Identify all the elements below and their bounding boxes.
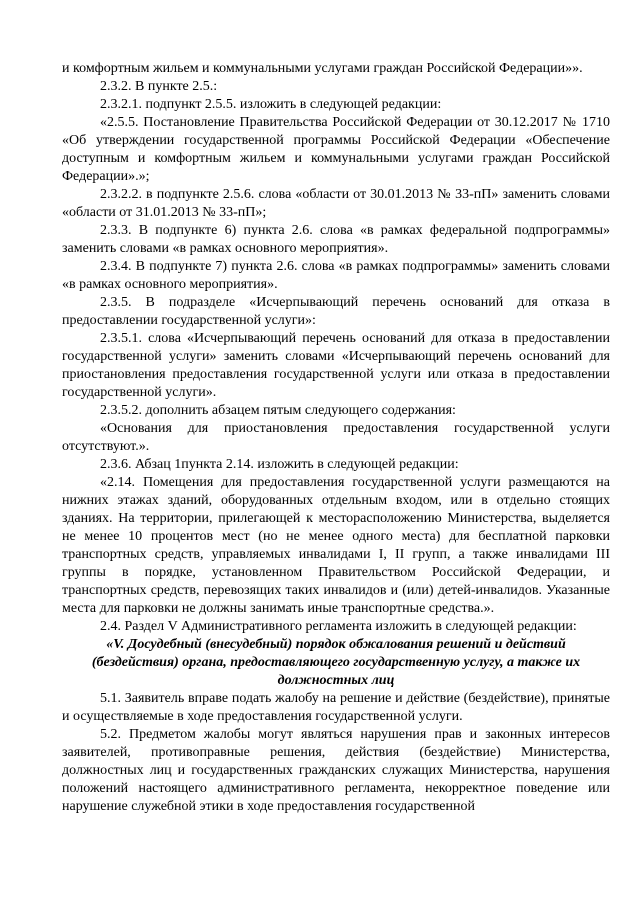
paragraph: 2.3.5.2. дополнить абзацем пятым следующего содержания: (100, 403, 456, 418)
paragraph: 5.2. Предметом жалобы могут являться нарушения прав и законных интересов заявителей, противоправные решения, действия (бездействие) Министерства, должностных лиц и государственных гражданских служащих Министерства, нарушения положений настоящего административного регламента, некорректное поведение или нарушение служебной этики в ходе предоставления государственной (62, 727, 610, 814)
paragraph: 2.3.3. В подпункте 6) пункта 2.6. слова «в рамках федеральной подпрограммы» заменить словами «в рамках основного мероприятия». (62, 223, 610, 256)
paragraph: «Основания для приостановления предоставления государственной услуги отсутствуют.». (62, 421, 610, 454)
paragraph: 5.1. Заявитель вправе подать жалобу на решение и действие (бездействие), принятые и осуществляемые в ходе предоставления государственной услуги. (62, 691, 610, 724)
paragraph: 2.3.2.2. в подпункте 2.5.6. слова «области от 30.01.2013 № 33-пП» заменить словами «области от 31.01.2013 № 33-пП»; (62, 187, 610, 220)
document-page (62, 60, 610, 816)
paragraph: «2.14. Помещения для предоставления государственной услуги размещаются на нижних этажах зданий, оборудованных отдельным входом, или в отдельно стоящих зданиях. На территории, прилегающей к месторасположению Министерства, выделяется не менее 10 процентов мест (но не менее одного места) для бесплатной парковки транспортных средств, управляемых инвалидами I, II групп, а также инвалидами III группы в порядке, установленном Правительством Российской Федерации, и транспортных средств, перевозящих таких инвалидов и (или) детей-инвалидов. Указанные места для парковки не должны занимать иные транспортные средства.». (62, 475, 610, 616)
paragraph: «2.5.5. Постановление Правительства Российской Федерации от 30.12.2017 № 1710 «Об утверждении государственной программы Российской Федерации «Обеспечение доступным и комфортным жильем и коммунальными услугами граждан Российской Федерации».»; (62, 115, 610, 184)
paragraph: 2.3.2. В пункте 2.5.: (100, 79, 218, 94)
paragraph: 2.4. Раздел V Административного регламента изложить в следующей редакции: (100, 619, 577, 634)
paragraph: 2.3.2.1. подпункт 2.5.5. изложить в следующей редакции: (100, 97, 442, 112)
paragraph: 2.3.6. Абзац 1пункта 2.14. изложить в следующей редакции: (100, 457, 459, 472)
paragraph: и комфортным жильем и коммунальными услугами граждан Российской Федерации»». (62, 61, 583, 76)
paragraph: 2.3.5.1. слова «Исчерпывающий перечень оснований для отказа в предоставлении государственной услуги» заменить словами «Исчерпывающий перечень оснований для приостановления предоставления государственной услуги или отказа в предоставлении государственной услуги». (62, 331, 610, 400)
section-heading: «V. Досудебный (внесудебный) порядок обжалования решений и действий (бездействия) органа, предоставляющего государственную услугу, а также их должностных лиц (91, 637, 581, 688)
paragraph: 2.3.4. В подпункте 7) пункта 2.6. слова «в рамках подпрограммы» заменить словами «в рамках основного мероприятия». (62, 259, 610, 292)
paragraph: 2.3.5. В подразделе «Исчерпывающий перечень оснований для отказа в предоставлении государственной услуги»: (62, 295, 610, 328)
